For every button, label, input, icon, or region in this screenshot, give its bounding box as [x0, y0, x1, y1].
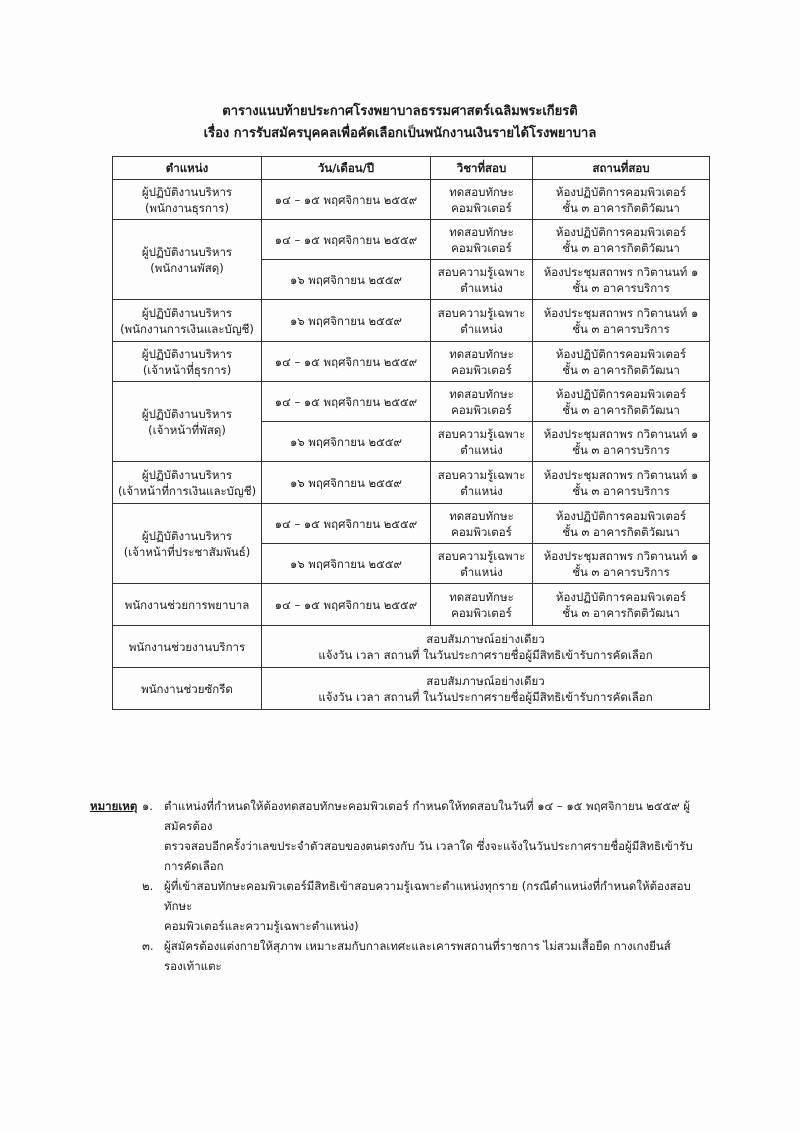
table-row	[113, 626, 710, 668]
position-cell: พนักงานช่วยงานบริการ	[113, 626, 262, 668]
position-cell: ผู้ปฏิบัติงานบริหาร (เจ้าหน้าที่ประชาสัมพันธ์)	[113, 504, 262, 584]
date-cell: ๑๔ – ๑๕ พฤศจิกายน ๒๕๕๙	[262, 180, 431, 220]
subject-cell: ทดสอบทักษะ คอมพิวเตอร์	[431, 504, 533, 544]
note-number: ๓.	[142, 939, 154, 953]
header-position: ตำแหน่ง	[113, 157, 262, 180]
place-cell: ห้องประชุมสถาพร กวิตานนท์ ๑ ชั้น ๓ อาคารบริการ	[533, 300, 710, 342]
date-cell: ๑๔ – ๑๕ พฤศจิกายน ๒๕๕๙	[262, 342, 431, 382]
date-cell: ๑๔ – ๑๕ พฤศจิกายน ๒๕๕๙	[262, 382, 431, 422]
table-row	[113, 382, 710, 422]
note-text: ตำแหน่งที่กำหนดให้ต้องทดสอบทักษะคอมพิวเตอร์ กำหนดให้ทดสอบในวันที่ ๑๔ – ๑๕ พฤศจิกายน ๒๕๕๙ ผู้สมัครต้อง ตรวจสอบอีกครั้งว่าเลขประจำตัวสอบของตนตรงกับ วัน เวลาใด ซึ่งจะแจ้งในวันประกาศรายชื่อผู้มีสิทธิเข้ารับการคัดเลือก	[164, 799, 693, 873]
note-number: ๑.	[142, 799, 153, 813]
exam-schedule-table	[112, 156, 710, 710]
merged-cell: สอบสัมภาษณ์อย่างเดียว แจ้งวัน เวลา สถานที่ ในวันประกาศรายชื่อผู้มีสิทธิเข้ารับการคัดเลือก	[262, 626, 710, 668]
table-row	[113, 180, 710, 220]
document-title: ตารางแนบท้ายประกาศโรงพยาบาลธรรมศาสตร์เฉลิมพระเกียรติ	[222, 104, 578, 119]
note-item	[90, 796, 710, 876]
subject-cell: ทดสอบทักษะ คอมพิวเตอร์	[431, 342, 533, 382]
header-subject: วิชาที่สอบ	[431, 157, 533, 180]
notes-label: หมายเหตุ	[90, 799, 138, 813]
date-cell: ๑๖ พฤศจิกายน ๒๕๕๙	[262, 260, 431, 300]
subject-cell: สอบความรู้เฉพาะ ตำแหน่ง	[431, 260, 533, 300]
notes-section	[90, 796, 710, 976]
subject-cell: สอบความรู้เฉพาะ ตำแหน่ง	[431, 462, 533, 504]
table-row	[113, 504, 710, 544]
table-row	[113, 668, 710, 710]
table-row	[113, 342, 710, 382]
place-cell: ห้องประชุมสถาพร กวิตานนท์ ๑ ชั้น ๓ อาคารบริการ	[533, 544, 710, 584]
date-cell: ๑๖ พฤศจิกายน ๒๕๕๙	[262, 544, 431, 584]
subject-cell: ทดสอบทักษะ คอมพิวเตอร์	[431, 584, 533, 626]
date-cell: ๑๖ พฤศจิกายน ๒๕๕๙	[262, 300, 431, 342]
document-subtitle: เรื่อง การรับสมัครบุคคลเพื่อคัดเลือกเป็นพนักงานเงินรายได้โรงพยาบาล	[203, 126, 597, 141]
place-cell: ห้องปฏิบัติการคอมพิวเตอร์ ชั้น ๓ อาคารกิตติวัฒนา	[533, 342, 710, 382]
note-number: ๒.	[142, 879, 154, 893]
header-date: วัน/เดือน/ปี	[262, 157, 431, 180]
date-cell: ๑๔ – ๑๕ พฤศจิกายน ๒๕๕๙	[262, 220, 431, 260]
table-row	[113, 300, 710, 342]
position-cell: ผู้ปฏิบัติงานบริหาร (เจ้าหน้าที่การเงินและบัญชี)	[113, 462, 262, 504]
position-cell: ผู้ปฏิบัติงานบริหาร (พนักงานธุรการ)	[113, 180, 262, 220]
header-place: สถานที่สอบ	[533, 157, 710, 180]
place-cell: ห้องปฏิบัติการคอมพิวเตอร์ ชั้น ๓ อาคารกิตติวัฒนา	[533, 504, 710, 544]
subject-cell: ทดสอบทักษะ คอมพิวเตอร์	[431, 180, 533, 220]
table-header-row	[113, 157, 710, 180]
note-item	[90, 876, 710, 936]
position-cell: พนักงานช่วยซักรีด	[113, 668, 262, 710]
place-cell: ห้องปฏิบัติการคอมพิวเตอร์ ชั้น ๓ อาคารกิตติวัฒนา	[533, 382, 710, 422]
table-row	[113, 584, 710, 626]
date-cell: ๑๔ – ๑๕ พฤศจิกายน ๒๕๕๙	[262, 584, 431, 626]
place-cell: ห้องประชุมสถาพร กวิตานนท์ ๑ ชั้น ๓ อาคารบริการ	[533, 422, 710, 462]
position-cell: ผู้ปฏิบัติงานบริหาร (เจ้าหน้าที่ธุรการ)	[113, 342, 262, 382]
subject-cell: ทดสอบทักษะ คอมพิวเตอร์	[431, 220, 533, 260]
subject-cell: สอบความรู้เฉพาะ ตำแหน่ง	[431, 422, 533, 462]
position-cell: ผู้ปฏิบัติงานบริหาร (พนักงานพัสดุ)	[113, 220, 262, 300]
subject-cell: ทดสอบทักษะ คอมพิวเตอร์	[431, 382, 533, 422]
note-text: ผู้ที่เข้าสอบทักษะคอมพิวเตอร์มีสิทธิเข้าสอบความรู้เฉพาะตำแหน่งทุกราย (กรณีตำแหน่งที่กำหนดให้ต้องสอบทักษะ คอมพิวเตอร์และความรู้เฉพาะตำแหน่ง)	[164, 879, 691, 933]
date-cell: ๑๖ พฤศจิกายน ๒๕๕๙	[262, 422, 431, 462]
place-cell: ห้องประชุมสถาพร กวิตานนท์ ๑ ชั้น ๓ อาคารบริการ	[533, 462, 710, 504]
subject-cell: สอบความรู้เฉพาะ ตำแหน่ง	[431, 544, 533, 584]
position-cell: พนักงานช่วยการพยาบาล	[113, 584, 262, 626]
position-cell: ผู้ปฏิบัติงานบริหาร (เจ้าหน้าที่พัสดุ)	[113, 382, 262, 462]
note-text: ผู้สมัครต้องแต่งกายให้สุภาพ เหมาะสมกับกาลเทศะและเคารพสถานที่ราชการ ไม่สวมเสื้อยืด กางเกงยีนส์ รองเท้าแตะ	[164, 939, 671, 973]
merged-cell: สอบสัมภาษณ์อย่างเดียว แจ้งวัน เวลา สถานที่ ในวันประกาศรายชื่อผู้มีสิทธิเข้ารับการคัดเลือก	[262, 668, 710, 710]
place-cell: ห้องปฏิบัติการคอมพิวเตอร์ ชั้น ๓ อาคารกิตติวัฒนา	[533, 584, 710, 626]
table-row	[113, 462, 710, 504]
date-cell: ๑๖ พฤศจิกายน ๒๕๕๙	[262, 462, 431, 504]
position-cell: ผู้ปฏิบัติงานบริหาร (พนักงานการเงินและบัญชี)	[113, 300, 262, 342]
place-cell: ห้องปฏิบัติการคอมพิวเตอร์ ชั้น ๓ อาคารกิตติวัฒนา	[533, 220, 710, 260]
place-cell: ห้องปฏิบัติการคอมพิวเตอร์ ชั้น ๓ อาคารกิตติวัฒนา	[533, 180, 710, 220]
place-cell: ห้องประชุมสถาพร กวิตานนท์ ๑ ชั้น ๓ อาคารบริการ	[533, 260, 710, 300]
table-row	[113, 220, 710, 260]
date-cell: ๑๔ – ๑๕ พฤศจิกายน ๒๕๕๙	[262, 504, 431, 544]
note-item	[90, 936, 710, 976]
subject-cell: สอบความรู้เฉพาะ ตำแหน่ง	[431, 300, 533, 342]
